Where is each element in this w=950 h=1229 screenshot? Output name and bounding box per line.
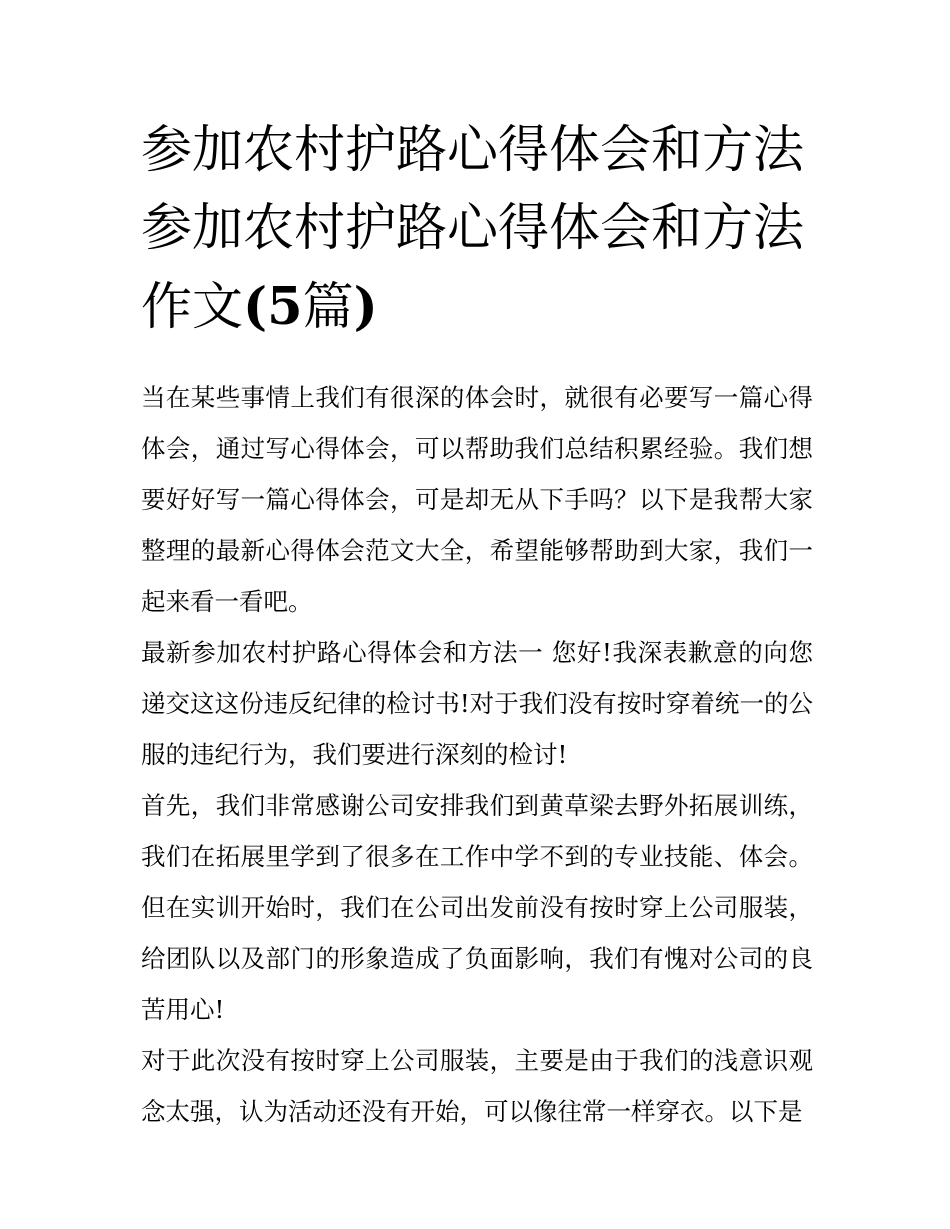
document-content: [141, 112, 813, 1137]
paragraph-2: 首先，我们非常感谢公司安排我们到黄草梁去野外拓展训练，我们在拓展里学到了很多在工作中学不到的专业技能、体会。但在实训开始时，我们在公司出发前没有按时穿上公司服装，给团队以及部门的形象造成了负面影响，我们有愧对公司的良苦用心!: [141, 791, 813, 1024]
paragraph-1: 最新参加农村护路心得体会和方法一 您好!我深表歉意的向您递交这这份违反纪律的检讨书!对于我们没有按时穿着统一的公服的违纪行为，我们要进行深刻的检讨!: [141, 638, 813, 769]
document-body: [141, 372, 813, 1137]
document-title: [141, 112, 813, 347]
paragraph-intro: 当在某些事情上我们有很深的体会时，就很有必要写一篇心得体会，通过写心得体会，可以帮助我们总结积累经验。我们想要好好写一篇心得体会，可是却无从下手吗？以下是我帮大家整理的最新心得体会范文大全，希望能够帮助到大家，我们一起来看一看吧。: [141, 383, 813, 616]
title-count: (5: [243, 277, 303, 337]
paragraph-3: 对于此次没有按时穿上公司服装，主要是由于我们的浅意识观念太强，认为活动还没有开始，可以像往常一样穿衣。以下是: [141, 1046, 813, 1126]
title-unit: 篇: [302, 278, 354, 337]
title-close-paren: ): [353, 277, 378, 337]
title-text: 参加农村护路心得体会和方法参加农村护路心得体会和方法作文: [141, 121, 805, 337]
